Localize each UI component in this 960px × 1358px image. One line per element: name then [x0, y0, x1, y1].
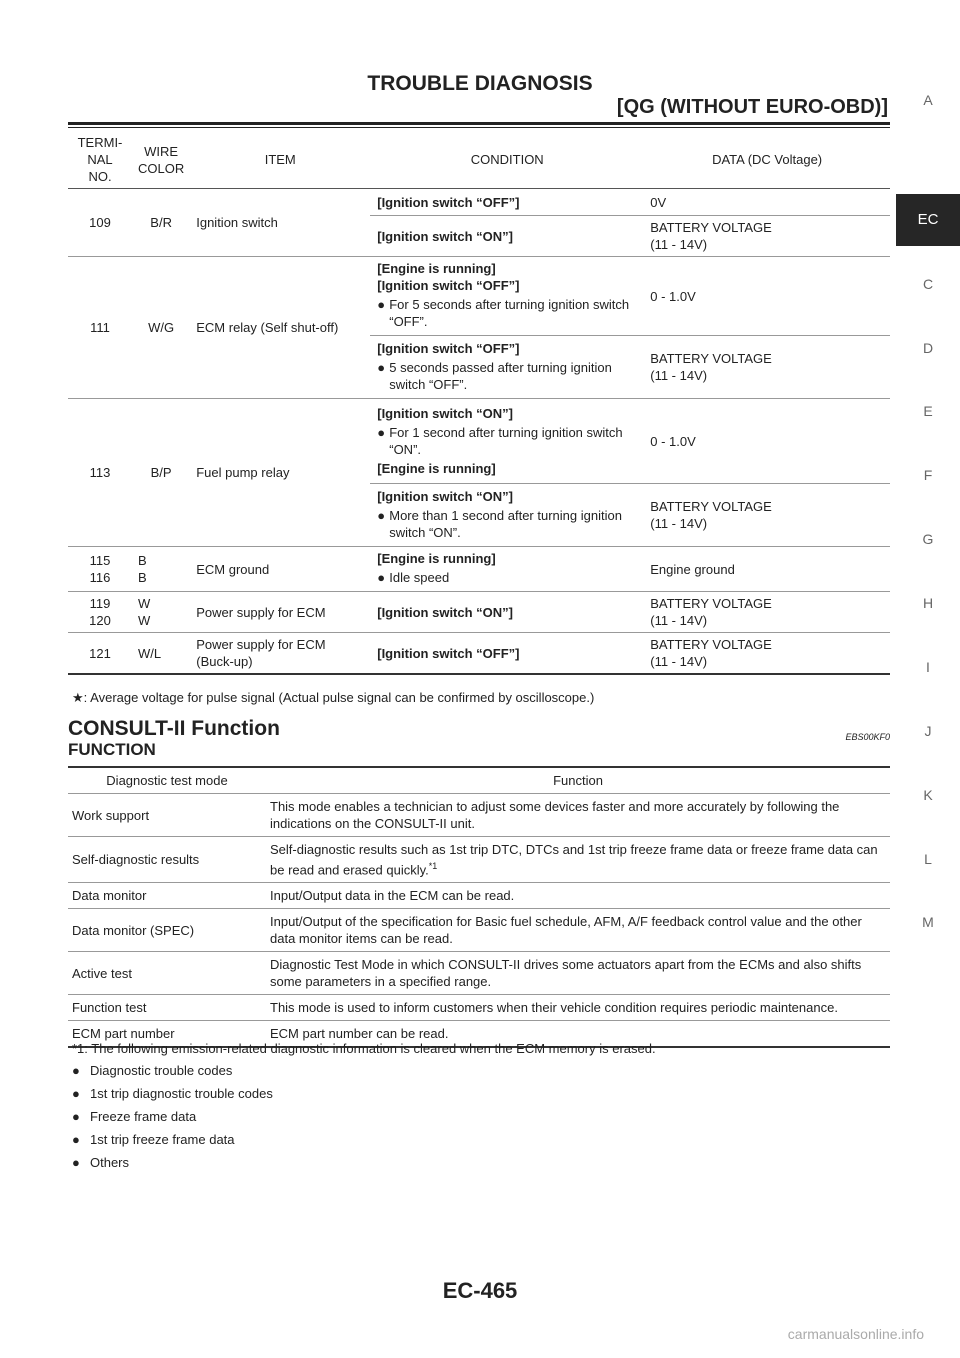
tab-c[interactable]: C: [922, 276, 934, 292]
mode-cell: Function test: [68, 995, 266, 1021]
mode-cell: Self-diagnostic results: [68, 837, 266, 883]
bullet-icon: ●: [377, 297, 386, 312]
terminal-no: 121: [68, 633, 132, 675]
bullet-icon: ●: [377, 570, 386, 585]
data: 0 - 1.0V: [644, 257, 890, 336]
wire-color: W/G: [132, 257, 190, 399]
section-code: EBS00KF0: [845, 732, 890, 742]
bullet-icon: ●: [72, 1132, 80, 1147]
terminal-no: 111: [68, 257, 132, 399]
mode-cell: ECM part number: [68, 1021, 266, 1048]
mode-cell: Work support: [68, 794, 266, 837]
table-row: [68, 399, 890, 484]
table-row: [68, 883, 890, 909]
wire-color: B/P: [132, 399, 190, 547]
wire-color: W/L: [132, 633, 190, 675]
condition-bullet: More than 1 second after turning ignition switch “ON”.: [389, 507, 622, 540]
data: 0 - 1.0V: [644, 399, 890, 484]
condition-bullet: For 5 seconds after turning ignition switch “OFF”.: [389, 297, 630, 329]
function-cell: ECM part number can be read.: [266, 1021, 890, 1048]
item: ECM relay (Self shut-off): [190, 257, 370, 399]
function-cell: Diagnostic Test Mode in which CONSULT-II drives some actuators apart from the ECMs and also shifts some parameters in a specified range.: [266, 952, 890, 995]
list-item: ● 1st trip diagnostic trouble codes: [72, 1086, 273, 1109]
condition-line: [Ignition switch “ON”]: [377, 406, 513, 421]
table-row: [68, 592, 890, 633]
tab-i[interactable]: I: [926, 659, 930, 675]
star-note: ★: Average voltage for pulse signal (Actual pulse signal can be confirmed by oscilloscope.): [72, 690, 595, 705]
data: 0V: [644, 189, 890, 216]
footnote-ref: *1: [428, 861, 438, 871]
list-item: ● Freeze frame data: [72, 1109, 273, 1132]
condition-line: [Engine is running]: [377, 261, 496, 276]
condition-bullet: For 1 second after turning ignition switch “ON”.: [389, 425, 623, 457]
table-row: [68, 909, 890, 952]
tab-k[interactable]: K: [923, 787, 933, 803]
condition-line: [Engine is running]: [377, 461, 496, 476]
table-row: [68, 633, 890, 675]
terminal-no: 113: [68, 399, 132, 547]
mode-cell: Active test: [68, 952, 266, 995]
item: Power supply for ECM: [190, 592, 370, 633]
condition: [370, 484, 644, 547]
item: Power supply for ECM (Buck-up): [190, 633, 370, 675]
tab-l[interactable]: L: [924, 851, 932, 867]
col-header-terminal: TERMI- NAL NO.: [68, 131, 132, 189]
wire-color: W W: [132, 592, 190, 633]
bullet-icon: ●: [72, 1155, 80, 1170]
terminal-table: [68, 131, 890, 675]
col-header-condition: CONDITION: [370, 131, 644, 189]
condition: [Ignition switch “ON”]: [370, 216, 644, 257]
terminal-no: 109: [68, 189, 132, 257]
data: BATTERY VOLTAGE (11 - 14V): [644, 592, 890, 633]
tab-d[interactable]: D: [922, 340, 934, 356]
mode-cell: Data monitor: [68, 883, 266, 909]
bullet-icon: ●: [72, 1109, 80, 1124]
table-row: [68, 837, 890, 883]
condition: [370, 336, 644, 399]
header-rule-thin: [68, 127, 890, 128]
table-row: [68, 189, 890, 216]
footnote: *1: The following emission-related diagnostic information is cleared when the ECM memory is erased.: [72, 1041, 656, 1056]
subsection-heading: FUNCTION: [68, 740, 156, 759]
condition-line: [Ignition switch “OFF”]: [377, 340, 520, 356]
tab-m[interactable]: M: [922, 914, 934, 930]
terminal-no: 115 116: [68, 547, 132, 592]
item: Ignition switch: [190, 189, 370, 257]
page-subtitle: [QG (WITHOUT EURO-OBD)]: [616, 96, 888, 118]
item: ECM ground: [190, 547, 370, 592]
bullet-icon: ●: [72, 1086, 80, 1101]
table-row: [68, 794, 890, 837]
condition-line: [Engine is running]: [377, 551, 496, 566]
section-heading: CONSULT-II Function: [68, 717, 280, 740]
condition: [370, 257, 644, 336]
bullet-icon: ●: [377, 359, 386, 375]
data: Engine ground: [644, 547, 890, 592]
function-cell: Self-diagnostic results such as 1st trip DTC, DTCs and 1st trip freeze frame data or freeze frame data can be read and erased quickly.$^{*1}$: [266, 837, 890, 883]
data: BATTERY VOLTAGE (11 - 14V): [644, 484, 890, 547]
col-header-item: ITEM: [190, 131, 370, 189]
item: Fuel pump relay: [190, 399, 370, 547]
function-table: [68, 766, 890, 1048]
bullet-icon: ●: [377, 507, 386, 523]
data: BATTERY VOLTAGE (11 - 14V): [644, 633, 890, 675]
erased-items-list: [72, 1063, 273, 1178]
mode-cell: Data monitor (SPEC): [68, 909, 266, 952]
condition-line: [Ignition switch “ON”]: [377, 488, 513, 504]
tab-h[interactable]: H: [922, 595, 934, 611]
condition: [Ignition switch “ON”]: [370, 592, 644, 633]
condition-bullet: Idle speed: [389, 570, 450, 585]
wire-color: B/R: [132, 189, 190, 257]
col-header-function: Function: [266, 767, 890, 794]
table-row: [68, 952, 890, 995]
watermark: carmanualsonline.info: [787, 1326, 924, 1342]
bullet-icon: ●: [377, 425, 386, 440]
data: BATTERY VOLTAGE (11 - 14V): [644, 216, 890, 257]
tab-g[interactable]: G: [922, 531, 934, 547]
condition-line: [Ignition switch “OFF”]: [377, 278, 520, 293]
col-header-data: DATA (DC Voltage): [644, 131, 890, 189]
page-title: TROUBLE DIAGNOSIS: [367, 72, 593, 95]
function-cell: Input/Output data in the ECM can be read.: [266, 883, 890, 909]
function-cell: This mode enables a technician to adjust some devices faster and more accurately by following the indications on the CONSULT-II unit.: [266, 794, 890, 837]
list-item: ● Others: [72, 1155, 273, 1178]
star-icon: ★: [72, 690, 84, 705]
terminal-no: 119 120: [68, 592, 132, 633]
bullet-icon: ●: [72, 1063, 80, 1078]
col-header-wire-color: WIRE COLOR: [132, 131, 190, 189]
list-item: ● Diagnostic trouble codes: [72, 1063, 273, 1086]
tab-f[interactable]: F: [923, 467, 933, 483]
tab-ec[interactable]: EC: [896, 194, 960, 246]
condition: [Ignition switch “OFF”]: [370, 633, 644, 675]
tab-e[interactable]: E: [923, 403, 933, 419]
condition: [370, 547, 644, 592]
list-item: ● 1st trip freeze frame data: [72, 1132, 273, 1155]
page-number: EC-465: [442, 1278, 518, 1303]
table-row: [68, 547, 890, 592]
table-row: [68, 995, 890, 1021]
tab-a[interactable]: A: [923, 92, 933, 108]
tab-j[interactable]: J: [924, 723, 932, 739]
col-header-mode: Diagnostic test mode: [68, 767, 266, 794]
condition-bullet: 5 seconds passed after turning ignition switch “OFF”.: [389, 359, 612, 392]
condition: [370, 399, 644, 484]
function-cell: Input/Output of the specification for Basic fuel schedule, AFM, A/F feedback control value and the other data monitor items can be read.: [266, 909, 890, 952]
condition: [Ignition switch “OFF”]: [370, 189, 644, 216]
wire-color: B B: [132, 547, 190, 592]
table-row: [68, 257, 890, 336]
data: BATTERY VOLTAGE (11 - 14V): [644, 336, 890, 399]
function-cell: This mode is used to inform customers when their vehicle condition requires periodic maintenance.: [266, 995, 890, 1021]
header-rule: [68, 122, 890, 125]
